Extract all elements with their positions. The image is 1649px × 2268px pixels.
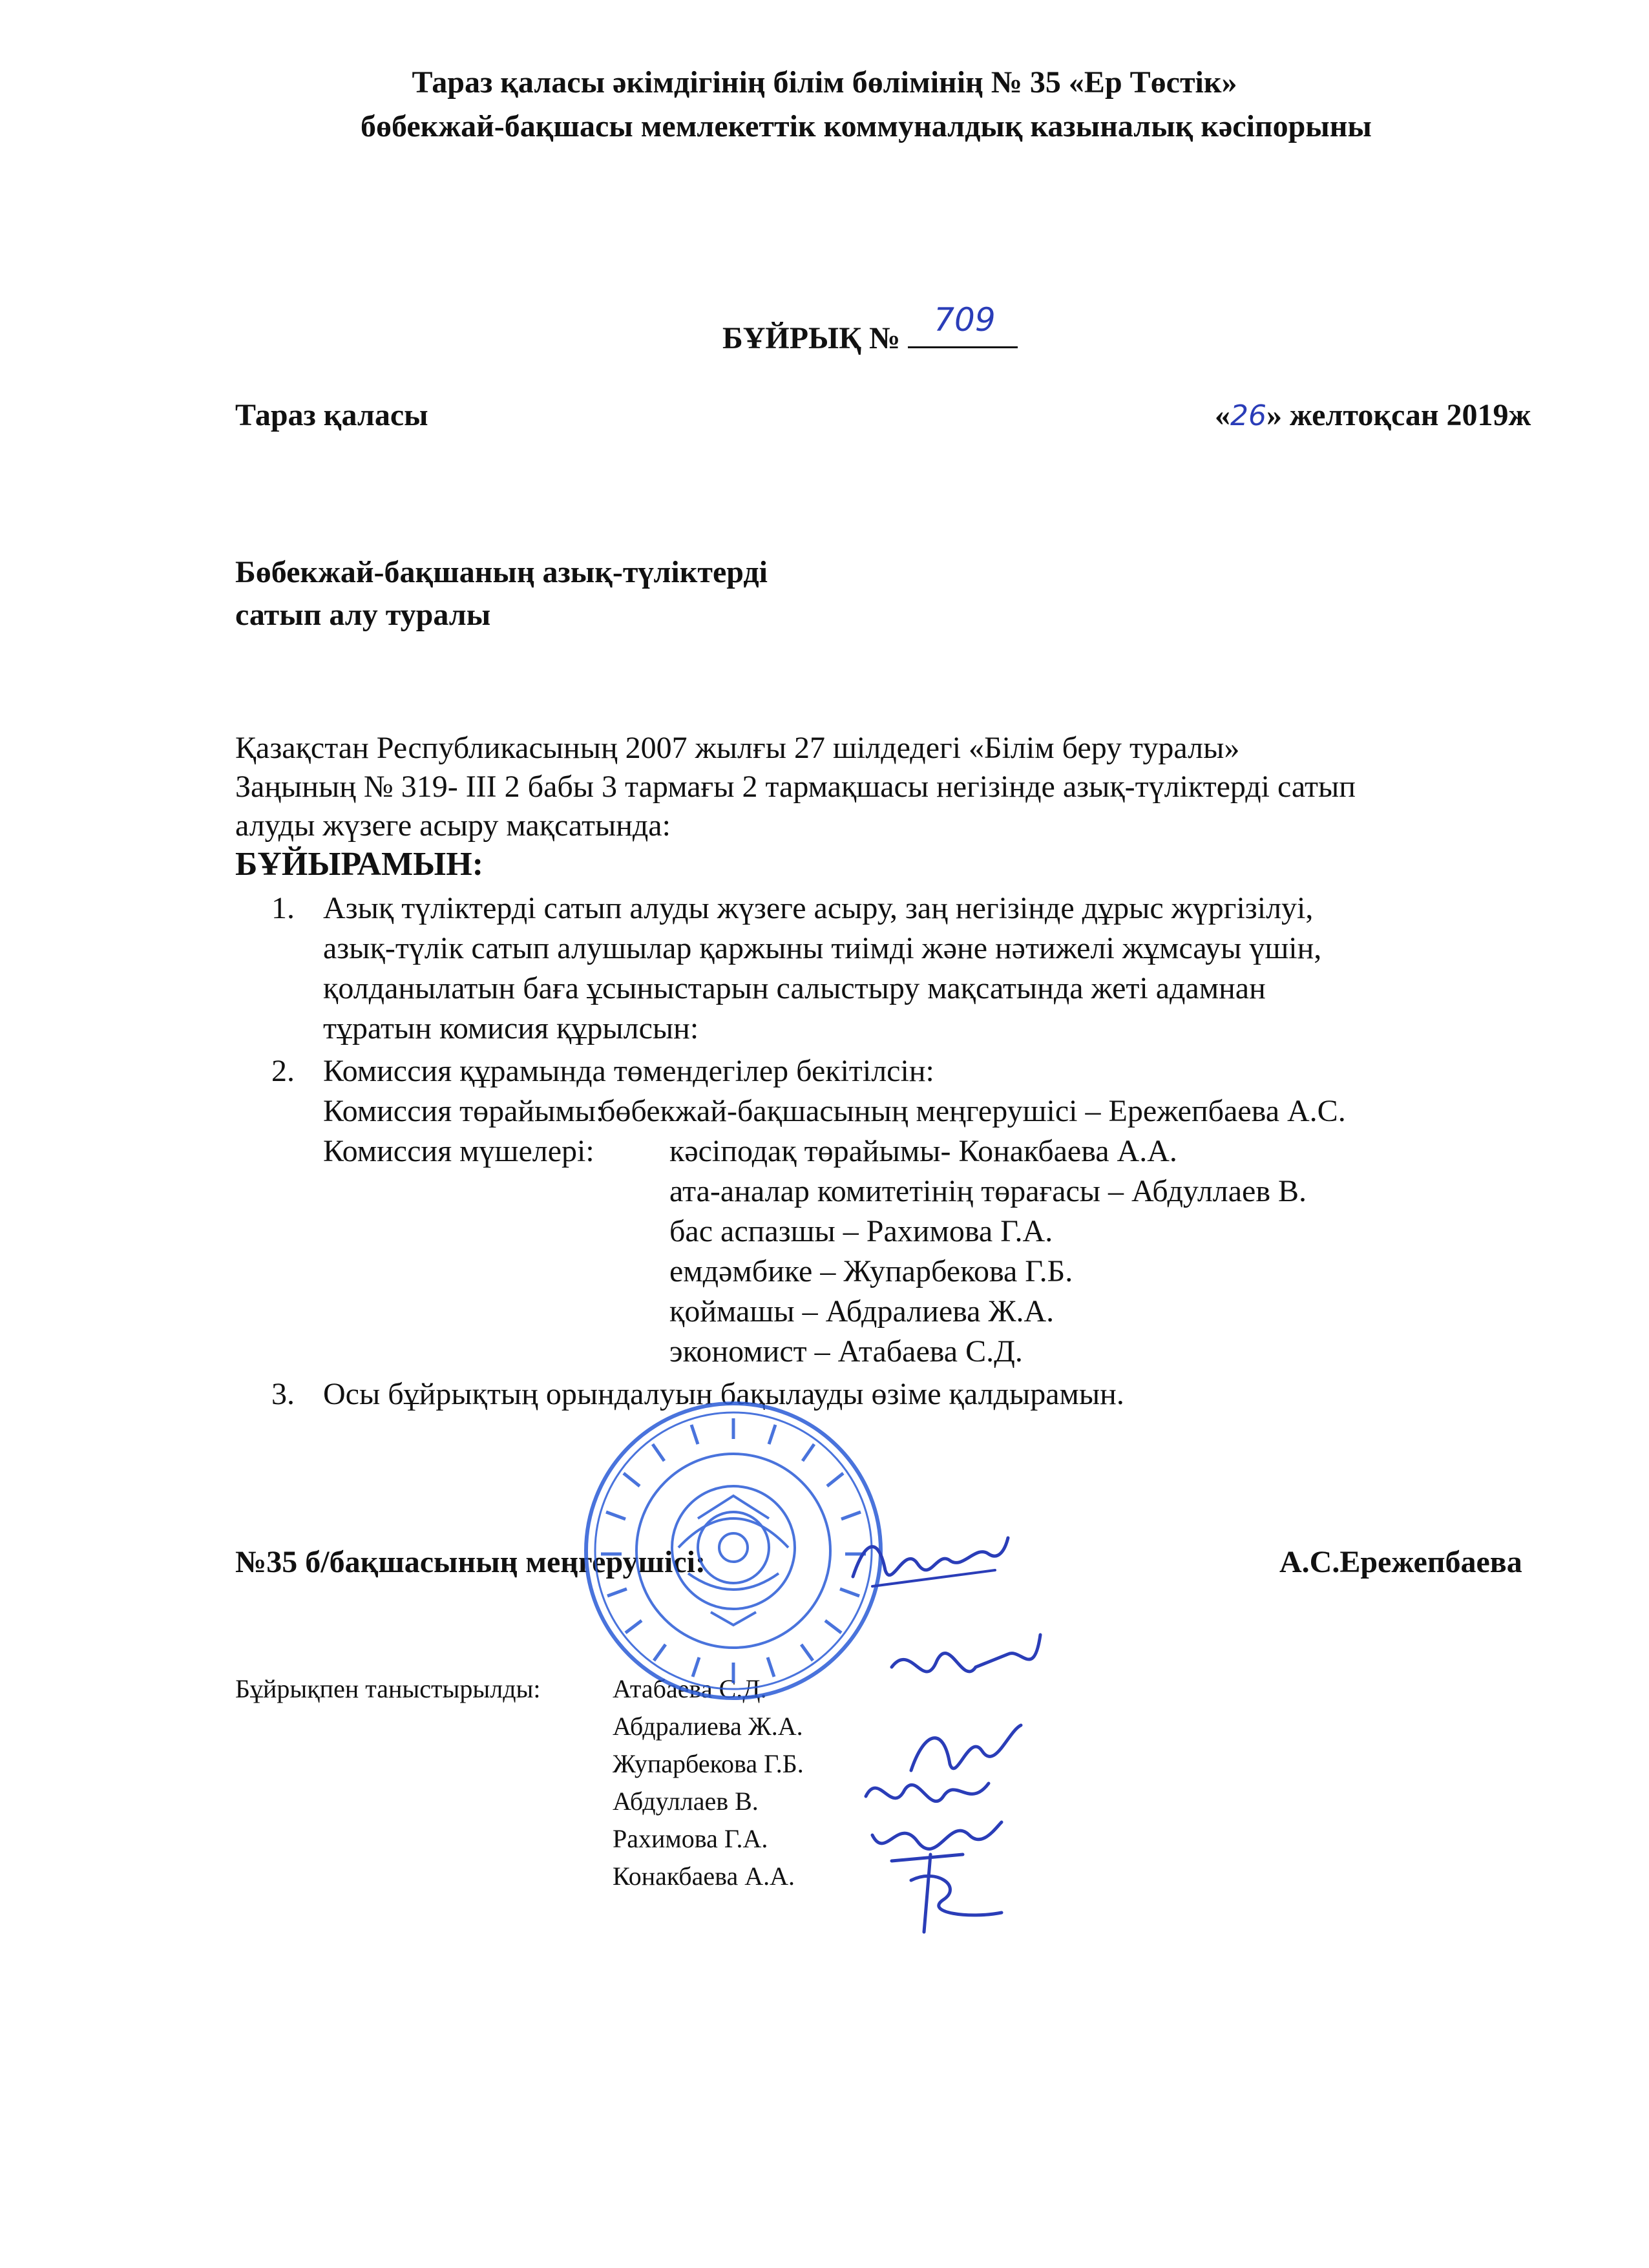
date-open-quote: «: [1215, 398, 1230, 432]
order-title: [722, 301, 1018, 356]
commission-chair-value: бөбекжай-бақшасының меңгерушісі – Ережепбаева А.С.: [600, 1094, 1346, 1128]
acquainted-name: Жупарбекова Г.Б.: [613, 1749, 804, 1778]
item-1-line-4: тұратын комисия құрылсын:: [323, 1011, 699, 1045]
acquainted-name: Абдуллаев В.: [613, 1787, 759, 1816]
order-city: Тараз қаласы: [235, 398, 428, 432]
order-number-handwritten: 709: [934, 301, 996, 339]
item-3-number: 3.: [271, 1377, 295, 1411]
item-1-line-1: Азық түліктерді сатып алуды жүзеге асыру, заң негізінде дұрыс жүргізілуі,: [323, 891, 1314, 925]
stamp-ring-lettering: [601, 1418, 866, 1683]
acquainted-name: Конакбаева А.А.: [613, 1862, 795, 1891]
acquainted-name: Атабаева С.Д.: [613, 1674, 767, 1703]
preamble-line-3: алуды жүзеге асыру мақсатында:: [235, 808, 671, 843]
item-2-line-1: Комиссия құрамында төмендегілер бекітілсін:: [323, 1054, 934, 1088]
acquainted-signature-5: [872, 1842, 1021, 1945]
acquainted-name: Абдралиева Ж.А.: [613, 1712, 803, 1741]
subject-line-2: сатып алу туралы: [235, 598, 491, 632]
commission-member: емдәмбике – Жупарбекова Г.Б.: [669, 1254, 1073, 1288]
commission-member: экономист – Атабаева С.Д.: [669, 1334, 1023, 1369]
stamp-emblem: [672, 1486, 795, 1625]
acquainted-name: Рахимова Г.А.: [613, 1824, 768, 1853]
org-name-line-2: бөбекжай-бақшасы мемлекеттік коммуналдық казыналық кәсіпорыны: [361, 109, 1372, 143]
date-day-handwritten: 26: [1230, 399, 1266, 432]
signatory-name: А.С.Ережепбаева: [1279, 1545, 1522, 1579]
item-3-line-1: Осы бұйрықтың орындалуын бақылауды өзіме қалдырамын.: [323, 1377, 1124, 1411]
acquainted-label: Бұйрықпен таныстырылды:: [235, 1674, 541, 1703]
item-1-line-3: қолданылатын баға ұсыныстарын салыстыру мақсатында жеті адамнан: [323, 971, 1266, 1005]
preamble-line-2: Заңының № 319- ІІІ 2 бабы 3 тармағы 2 тармақшасы негізінде азық-түліктерді сатып: [235, 770, 1356, 804]
preamble-line-1: Қазақстан Республикасының 2007 жылғы 27 шілдедегі «Білім беру туралы»: [235, 731, 1240, 765]
director-signature: [846, 1525, 1014, 1596]
commission-member: бас аспазшы – Рахимова Г.А.: [669, 1214, 1053, 1248]
item-1-number: 1.: [271, 891, 295, 925]
subject-line-1: Бөбекжай-бақшаның азық-түліктерді: [235, 555, 768, 589]
commission-member: кәсіподақ төрайымы- Конакбаева А.А.: [669, 1134, 1177, 1168]
order-date: [1215, 397, 1531, 433]
commission-member: қоймашы – Абдралиева Ж.А.: [669, 1294, 1055, 1328]
commission-chair-label: Комиссия төрайымы:: [323, 1094, 605, 1128]
acquainted-signature-1: [879, 1628, 1047, 1712]
signatory-position: №35 б/бақшасының меңгерушісі:: [235, 1545, 706, 1579]
commission-members-label: Комиссия мүшелері:: [323, 1134, 594, 1168]
item-2-number: 2.: [271, 1054, 295, 1088]
stamp-inner-ring: [636, 1454, 830, 1648]
date-rest: » желтоқсан 2019ж: [1266, 398, 1531, 432]
order-title-text: БҰЙРЫҚ №: [722, 321, 901, 355]
stamp-outer-ring: [586, 1403, 881, 1698]
command-word: БҰЙЫРАМЫН:: [235, 846, 484, 883]
item-1-line-2: азық-түлік сатып алушылар қаржыны тиімді және нәтижелі жұмсауы үшін,: [323, 931, 1322, 965]
org-name-line-1: Тараз қаласы әкімдігінің білім бөлімінің № 35 «Ер Төстік»: [412, 65, 1237, 100]
order-number-field: [908, 301, 1018, 348]
commission-member: ата-аналар комитетінің төрағасы – Абдуллаев В.: [669, 1174, 1307, 1208]
official-stamp: [582, 1399, 885, 1703]
